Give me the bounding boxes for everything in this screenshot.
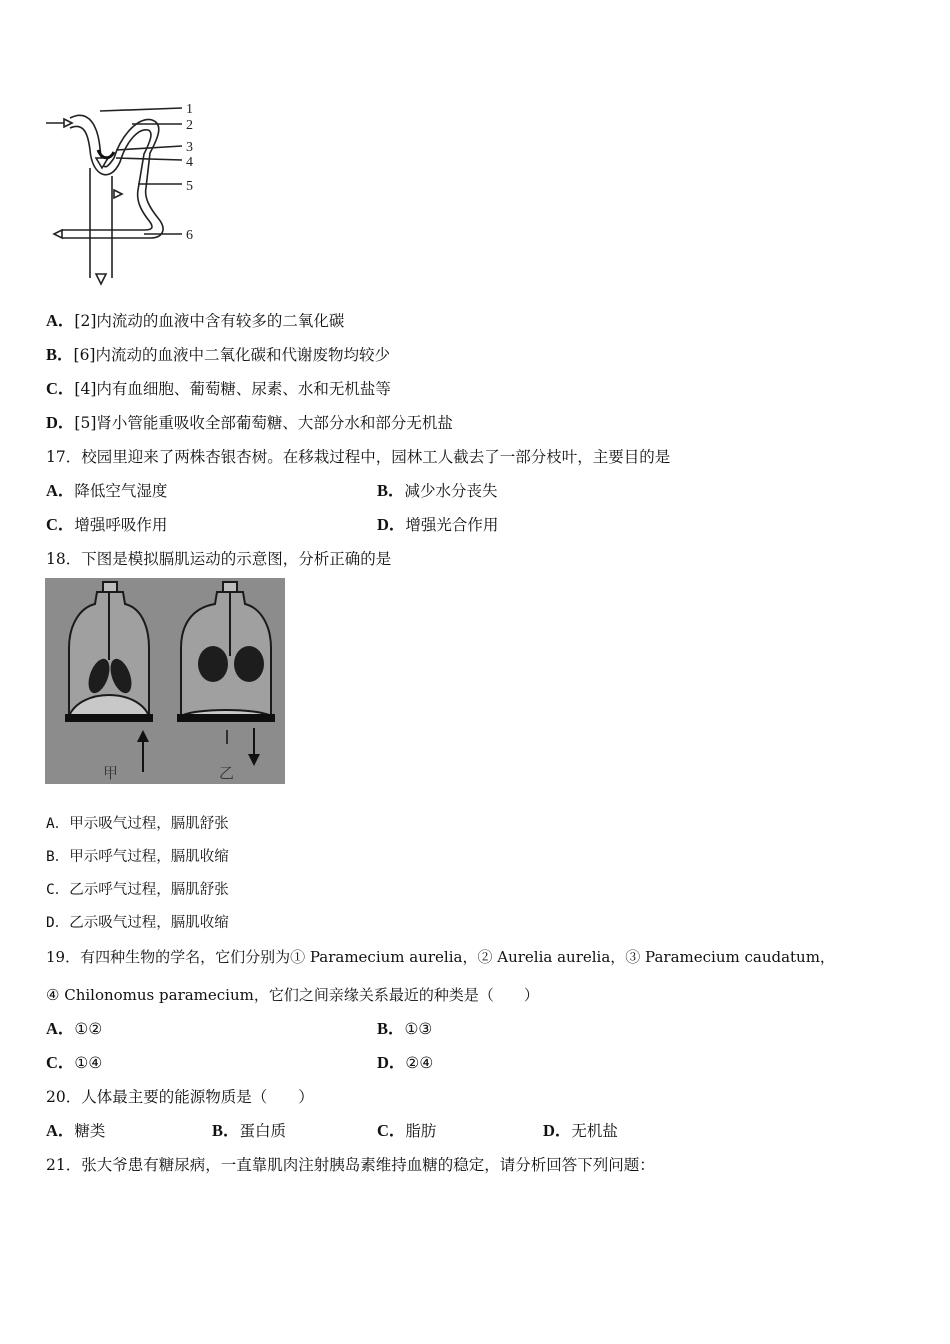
option-letter: A． [46,311,75,330]
option-text: 脂肪 [405,1122,437,1140]
option-text: ②④ [405,1054,434,1072]
option-text: ①④ [74,1054,103,1072]
option-text: 糖类 [74,1122,106,1140]
q19-stem-line2: ④ Chilonomus paramecium，它们之间亲缘关系最近的种类是（ ） [46,986,539,1004]
q16-option-a [46,311,344,331]
option-text: ①② [74,1020,103,1038]
option-letter: A． [46,481,75,500]
option-text: [6]内流动的血液中二氧化碳和代谢废物均较少 [73,346,390,364]
q19-option-c [46,1053,102,1073]
q19-stem-line1: 19．有四种生物的学名，它们分别为① Paramecium aurelia，② Aurelia aurelia，③ Paramecium caudatum， [46,948,835,966]
jar-label-jia: 甲 [103,764,119,782]
q16-option-c [46,379,391,399]
option-letter: C． [46,515,75,534]
option-letter: A． [46,1121,75,1140]
option-letter: B． [46,345,74,364]
q18-option-d: D．乙示吸气过程，膈肌收缩 [46,915,229,931]
q19-option-d [377,1053,433,1073]
q18-stem: 18．下图是模拟膈肌运动的示意图，分析正确的是 [46,550,392,568]
q20-stem: 20．人体最主要的能源物质是（ ） [46,1088,314,1106]
option-text: [2]内流动的血液中含有较多的二氧化碳 [74,312,345,330]
q18-option-a: A．甲示吸气过程，膈肌舒张 [46,816,229,832]
q16-option-d [46,413,453,433]
q16-option-b [46,345,390,365]
option-letter: C． [377,1121,406,1140]
q20-option-b [212,1121,286,1141]
q19-option-b [377,1019,432,1039]
q17-option-b [377,481,498,501]
q17-stem: 17．校园里迎来了两株杏银杏树。在移栽过程中，园林工人截去了一部分枝叶，主要目的是 [46,448,671,466]
option-letter: D． [377,1053,406,1072]
label-6: 6 [186,228,193,243]
option-text: [4]内有血细胞、葡萄糖、尿素、水和无机盐等 [74,380,391,398]
option-text: 蛋白质 [239,1122,287,1140]
option-text: 减少水分丧失 [404,482,498,500]
q17-option-a [46,481,167,501]
jar-label-yi: 乙 [219,764,235,782]
option-letter: D． [377,515,406,534]
nephron-diagram [40,98,210,290]
q20-option-a [46,1121,105,1141]
option-letter: D． [46,413,75,432]
option-letter: C． [46,1053,75,1072]
option-text: 降低空气湿度 [74,482,168,500]
option-letter: D． [543,1121,572,1140]
option-letter: B． [377,481,405,500]
label-4: 4 [186,155,193,170]
option-text: [5]肾小管能重吸收全部葡萄糖、大部分水和部分无机盐 [74,414,453,432]
option-text: ①③ [404,1020,433,1038]
label-3: 3 [186,140,193,155]
q21-stem: 21．张大爷患有糖尿病，一直靠肌肉注射胰岛素维持血糖的稳定，请分析回答下列问题： [46,1156,655,1174]
q19-option-a [46,1019,102,1039]
q17-option-d [377,515,498,535]
label-2: 2 [186,118,193,133]
q18-option-c: C．乙示呼气过程，膈肌舒张 [46,882,229,898]
option-letter: C． [46,379,75,398]
option-letter: A． [46,1019,75,1038]
label-1: 1 [186,102,193,117]
option-text: 增强光合作用 [405,516,499,534]
label-5: 5 [186,179,193,194]
option-letter: B． [212,1121,240,1140]
option-text: 增强呼吸作用 [74,516,168,534]
q20-option-c [377,1121,436,1141]
q18-option-b: B．甲示呼气过程，膈肌收缩 [46,849,229,865]
q17-option-c [46,515,167,535]
diaphragm-model-photo [45,578,285,784]
option-text: 无机盐 [571,1122,618,1140]
q20-option-d [543,1121,618,1141]
option-letter: B． [377,1019,405,1038]
